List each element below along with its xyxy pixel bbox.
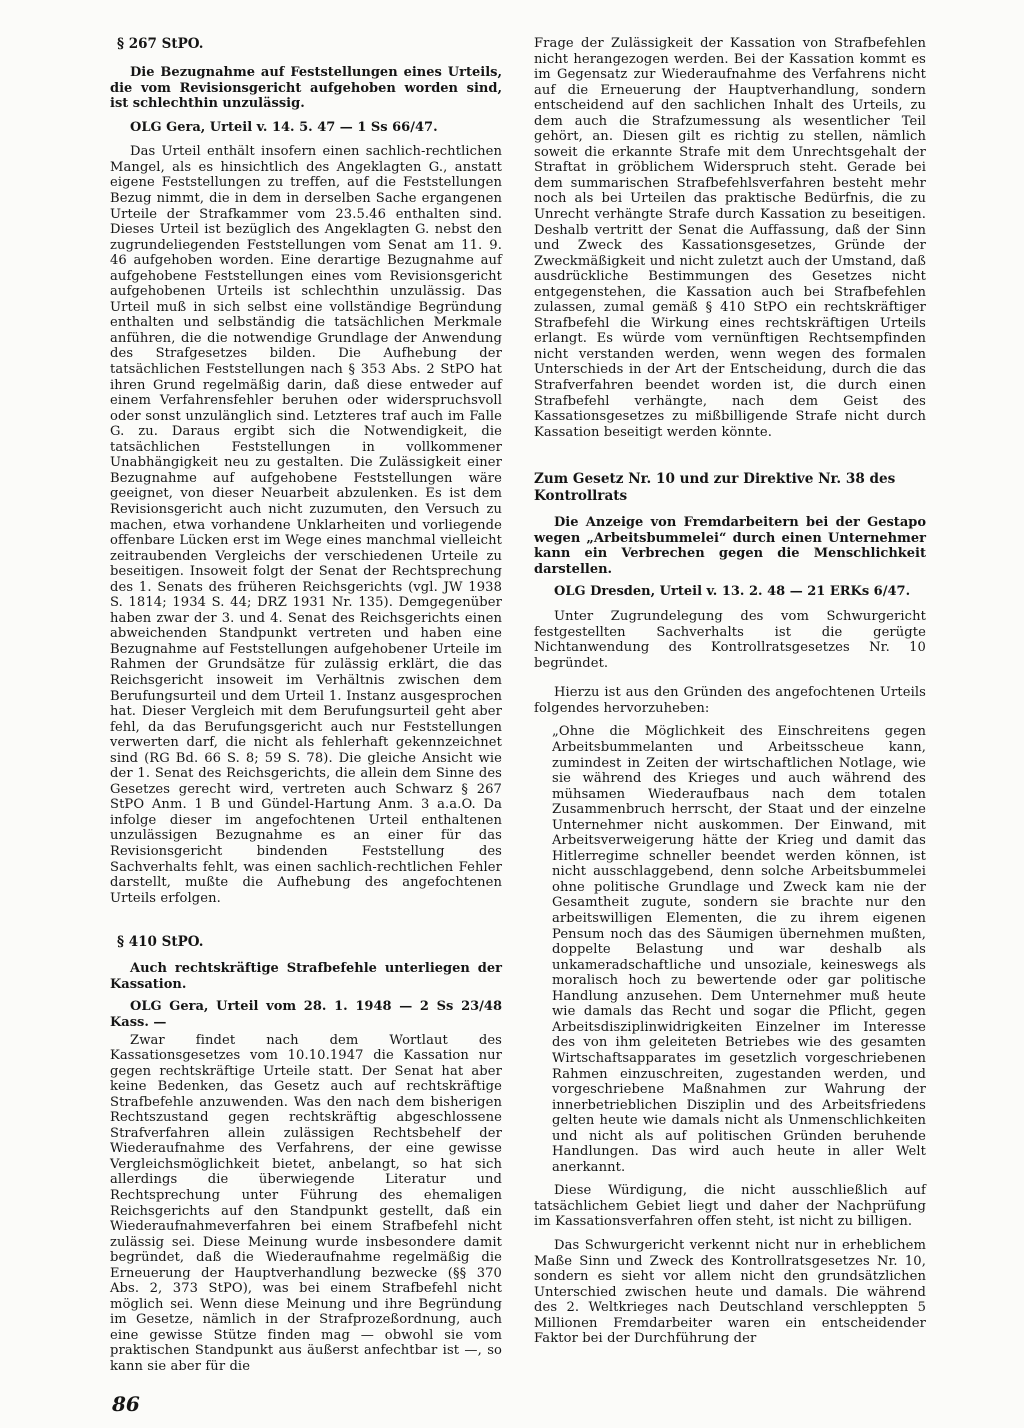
section-heading: § 410 StPO.	[117, 934, 204, 951]
headnote: Die Anzeige von Fremdarbeitern bei der Gestapo wegen „Arbeitsbummelei“ durch einen Unternehmer kann ein Verbrechen gegen die Menschlichkeit darstellen.	[534, 515, 926, 577]
section-heading: § 267 StPO.	[117, 36, 204, 52]
page-number: 86	[112, 1392, 140, 1416]
paragraph: Diese Würdigung, die nicht ausschließlich auf tatsächlichem Gebiet liegt und daher der Nachprüfung im Kassationsverfahren offen steht, ist nicht zu billigen.	[534, 1183, 926, 1230]
left-column	[110, 36, 502, 1375]
quotation: „Ohne die Möglichkeit des Einschreitens gegen Arbeitsbummelanten und Arbeitsscheue kann, zumindest in Zeiten der wirtschaftlichen Notlage, wie sie während des Krieges und auch während des mühsamen Wiederaufbaus nach dem totalen Zusammenbruch herrscht, der Staat und der einzelne Unternehmer nicht auskommen. Der Einwand, mit Arbeitsverweigerung hätte der Krieg und damit das Hitlerregime schneller beendet werden können, ist nicht ausschlaggebend, denn solche Arbeitsbummelei ohne politische Grundlage und Zweck kam nie der Gesamtheit zugute, sondern sie brachte nur den arbeitswilligen Elementen, die zu ihrem eigenen Pensum noch das des Säumigen übernehmen mußten, doppelte Belastung und war deshalb als unkameradschaftliche und unsoziale, keineswegs als moralisch hoch zu bewertende oder gar politische Handlung anzusehen. Dem Unternehmer muß heute wie damals das Recht und sogar die Pflicht, gegen Arbeitsdisziplinwidrigkeiten Einzelner im Interesse des von ihm geleiteten Betriebes wie des gesamten Wirtschaftsapparates im gesetzlich vorgeschriebenen Rahmen einzuschreiten, zugestanden werden, und vorgeschriebene Maßnahmen zur Wahrung der innerbetrieblichen Disziplin und des Arbeitsfriedens gelten heute wie damals nicht als Unmenschlichkeiten und nicht als auf politischen Gründen beruhende Handlungen. Das wird auch heute in aller Welt anerkannt.	[552, 724, 926, 1175]
paragraph: Zwar findet nach dem Wortlaut des Kassationsgesetzes vom 10.10.1947 die Kassation nur gegen rechtskräftige Urteile statt. Der Senat hat aber keine Bedenken, das Gesetz auch auf rechtskräftige Strafbefehle anzuwenden. Was den nach dem bisherigen Rechtszustand gegen rechtskräftig abgeschlossene Strafverfahren allein zulässigen Rechtsbehelf der Wiederaufnahme des Verfahrens, der eine gewisse Vergleichsmöglichkeit bietet, anbelangt, so hat sich allerdings die überwiegende Literatur und Rechtsprechung unter Führung des ehemaligen Reichsgerichts auf den Standpunkt gestellt, daß ein Wiederaufnahmeverfahren bei einem Strafbefehl nicht zulässig sei. Diese Meinung wurde insbesondere damit begründet, daß die Wiederaufnahme regelmäßig die Erneuerung der Hauptverhandlung bezwecke (§§ 370 Abs. 2, 373 StPO), was bei einem Strafbefehl nicht möglich sei. Wenn diese Meinung und ihre Begründung im Gesetze, nämlich in der Strafprozeßordnung, auch eine gewisse Stütze finden mag — obwohl sie vom praktischen Standpunkt aus äußerst anfechtbar ist —, so kann sie aber für die	[110, 1032, 502, 1375]
section-title: Zum Gesetz Nr. 10 und zur Direktive Nr. 38 des Kontrollrats	[534, 471, 896, 505]
paragraph: Unter Zugrundelegung des vom Schwurgericht festgestellten Sachverhalts ist die gerügte Nichtanwendung des Kontrollratsgesetzes Nr. 10 begründet.	[534, 609, 926, 671]
court-citation: OLG Gera, Urteil v. 14. 5. 47 — 1 Ss 66/47.	[130, 119, 438, 135]
paragraph: Frage der Zulässigkeit der Kassation von Strafbefehlen nicht herangezogen werden. Bei der Kassation kommt es im Gegensatz zur Wiederaufnahme des Verfahrens nicht auf die Erneuerung der Hauptverhandlung, sondern entscheidend auf den sachlichen Inhalt des Urteils, zu dem auch die Strafzumessung als wesentlicher Teil gehört, an. Diesen gilt es richtig zu stellen, nämlich soweit die erkannte Strafe mit dem Unrechtsgehalt der Straftat in gröblichem Widerspruch steht. Gerade bei dem summarischen Strafbefehlsverfahren besteht mehr noch als bei Urteilen das praktische Bedürfnis, die zu Unrecht verhängte Strafe durch Kassation zu beseitigen. Deshalb vertritt der Senat die Auffassung, daß der Sinn und Zweck des Kassationsgesetzes, Gründe der Zweckmäßigkeit und nicht zuletzt auch der Umstand, daß ausdrückliche Bestimmungen des Gesetzes nicht entgegenstehen, die Kassation auch bei Strafbefehlen zulassen, zumal gemäß § 410 StPO ein rechtskräftiger Strafbefehl die Wirkung eines rechtskräftigen Urteils erlangt. Es würde vom vernünftigen Rechtsempfinden nicht verstanden werden, wenn wegen des formalen Unterschieds in der Art der Entscheidung, durch die das Strafverfahren beendet worden ist, die durch einen Strafbefehl verhängte, nach dem Geist des Kassationsgesetzes zu mißbilligende Strafe nicht durch Kassation beseitigt werden könnte.	[534, 36, 926, 440]
headnote: Die Bezugnahme auf Feststellungen eines Urteils, die vom Revisionsgericht aufgehoben worden sind, ist schlechthin unzulässig.	[110, 65, 502, 112]
paragraph: Hierzu ist aus den Gründen des angefochtenen Urteils folgendes hervorzuheben:	[534, 685, 926, 716]
right-column	[534, 36, 926, 1347]
paragraph: Das Urteil enthält insofern einen sachlich-rechtlichen Mangel, als es hinsichtlich des Angeklagten G., anstatt eigene Feststellungen zu treffen, auf die Feststellungen Bezug nimmt, die in dem in derselben Sache ergangenen Urteile der Strafkammer vom 23.5.46 enthalten sind. Dieses Urteil ist bezüglich des Angeklagten G. nebst den zugrundeliegenden Feststellungen vom Senat am 11. 9. 46 aufgehoben worden. Eine derartige Bezugnahme auf aufgehobene Feststellungen eines vom Revisionsgericht aufgehobenen Urteils ist schlechthin unzulässig. Das Urteil muß in sich selbst eine vollständige Begründung enthalten und selbständig die tatsächlichen Merkmale anführen, die die notwendige Grundlage der Anwendung des Strafgesetzes bilden. Die Aufhebung der tatsächlichen Feststellungen nach § 353 Abs. 2 StPO hat ihren Grund regelmäßig darin, daß diese entweder auf einem Verfahrensfehler beruhen oder widerspruchsvoll oder sonst unzulänglich sind. Letzteres traf auch im Falle G. zu. Daraus ergibt sich die Notwendigkeit, die tatsächlichen Feststellungen in vollkommener Unabhängigkeit neu zu gestalten. Die Zulässigkeit einer Bezugnahme auf aufgehobene Feststellungen wäre geeignet, von dieser Neuarbeit abzulenken. Es ist dem Revisionsgericht auch nicht zuzumuten, den Versuch zu machen, etwa vorhandene Unklarheiten und vorliegende offenbare Lücken erst im Wege eines manchmal vielleicht zeitraubenden Vergleichs der verschiedenen Urteile zu beseitigen. Insoweit folgt der Senat der Rechtsprechung des 1. Senats des früheren Reichsgerichts (vgl. JW 1938 S. 1814; 1934 S. 44; DRZ 1931 Nr. 135). Demgegenüber haben zwar der 3. und 4. Senat des Reichsgerichts einen abweichenden Standpunkt vertreten und haben eine Bezugnahme auf Feststellungen aufgehobener Urteile im Rahmen der Grundsätze für zulässig erklärt, die das Reichsgericht insoweit im Verhältnis zwischen dem Berufungsurteil und dem Urteil 1. Instanz ausgesprochen hat. Dieser Vergleich mit dem Berufungsurteil geht aber fehl, da das Berufungsgericht auch nur Feststellungen verwerten darf, die nicht als fehlerhaft gekennzeichnet sind (RG Bd. 66 S. 8; 59 S. 78). Die gleiche Ansicht wie der 1. Senat des Reichsgerichts, die allein dem Sinne des Gesetzes gerecht wird, vertreten auch Schwarz § 267 StPO Anm. 1 B und Gündel-Hartung Anm. 3 a.a.O. Da infolge dieser im angefochtenen Urteil enthaltenen unzulässigen Bezugnahme es an einer für das Revisionsgericht bindenden Feststellung des Sachverhalts fehlt, was einen sachlich-rechtlichen Fehler darstellt, mußte die Aufhebung des angefochtenen Urteils erfolgen.	[110, 144, 502, 906]
court-citation: OLG Gera, Urteil vom 28. 1. 1948 — 2 Ss 23/48 Kass. —	[110, 999, 502, 1030]
headnote: Auch rechtskräftige Strafbefehle unterliegen der Kassation.	[110, 961, 502, 992]
court-citation: OLG Dresden, Urteil v. 13. 2. 48 — 21 ERKs 6/47.	[554, 583, 911, 599]
paragraph: Das Schwurgericht verkennt nicht nur in erheblichem Maße Sinn und Zweck des Kontrollratsgesetzes Nr. 10, sondern es sieht vor allem nicht den grundsätzlichen Unterschied zwischen heute und damals. Die während des 2. Weltkrieges nach Deutschland verschleppten 5 Millionen Fremdarbeiter waren ein entscheidender Faktor bei der Durchführung der	[534, 1237, 926, 1347]
